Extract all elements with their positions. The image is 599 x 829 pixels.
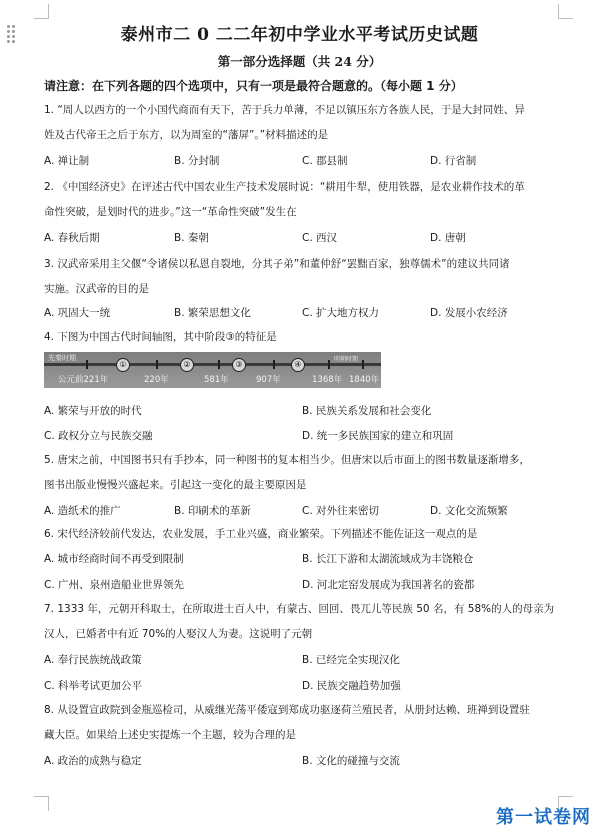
stem-line: 姓及古代帝王之后于东方，以为周室的“藩屏”。”材料描述的是 <box>44 129 329 141</box>
question-7-options-row1 <box>44 652 564 672</box>
option-c[interactable]: C. 西汉 <box>302 232 338 244</box>
timeline-year: 1840年 <box>349 375 380 385</box>
stem-line: 4. 下图为中国古代时间轴图，其中阶段③的特征是 <box>44 331 277 343</box>
stem-line: 藏大臣。如果给上述史实提炼一个主题，较为合理的是 <box>44 729 296 741</box>
option-d[interactable]: D. 行省制 <box>430 155 477 167</box>
option-d[interactable]: D. 民族交融趋势加强 <box>302 680 401 692</box>
crop-mark-bottom-left <box>34 796 49 811</box>
page-title: 泰州市二 0 二二年初中学业水平考试历史试题 <box>120 25 479 45</box>
timeline-year: 公元前221年 <box>58 375 109 385</box>
option-a[interactable]: A. 政治的成熟与稳定 <box>44 755 142 767</box>
stem-line: 汉人，已婚者中有近 70%的人娶汉人为妻。这说明了元朝 <box>44 628 313 640</box>
instructions: 请注意：在下列各题的四个选项中，只有一项是最符合题意的。（每小题 1 分） <box>44 79 463 93</box>
question-2-stem <box>44 175 564 225</box>
option-b[interactable]: B. 印刷术的革新 <box>174 505 251 517</box>
crop-mark-top-right <box>558 4 573 19</box>
timeline-axis <box>44 363 381 366</box>
option-c[interactable]: C. 政权分立与民族交融 <box>44 430 153 442</box>
option-d[interactable]: D. 文化交流频繁 <box>430 505 508 517</box>
option-a[interactable]: A. 巩固大一统 <box>44 307 111 319</box>
option-b[interactable]: B. 繁荣思想文化 <box>174 307 251 319</box>
question-7-options-row2 <box>44 678 564 698</box>
timeline-node-3: ③ <box>232 358 246 372</box>
option-c[interactable]: C. 科举考试更加公平 <box>44 680 143 692</box>
option-a[interactable]: A. 春秋后期 <box>44 232 100 244</box>
option-c[interactable]: C. 对外往来密切 <box>302 505 380 517</box>
timeline-tick <box>328 360 330 369</box>
crop-mark-top-left <box>34 4 49 19</box>
option-b[interactable]: B. 民族关系发展和社会变化 <box>302 405 432 417</box>
stem-line: 实施。汉武帝的目的是 <box>44 283 149 295</box>
timeline-start-label: 先秦时期 <box>48 354 76 362</box>
question-6-stem <box>44 522 564 547</box>
timeline-tick <box>362 360 364 369</box>
option-d[interactable]: D. 河北定窑发展成为我国著名的瓷都 <box>302 579 475 591</box>
timeline-figure <box>44 352 381 388</box>
stem-line: 1. “周人以西方的一个小国代商而有天下，苦于兵力单薄，不足以镇压东方各族人民，于是大封同姓、异 <box>44 104 525 116</box>
option-c[interactable]: C. 郡县制 <box>302 155 348 167</box>
question-5-options <box>44 503 564 523</box>
question-2-options <box>44 230 564 250</box>
option-a[interactable]: A. 城市经商时间不再受到限制 <box>44 553 184 565</box>
option-d[interactable]: D. 发展小农经济 <box>430 307 508 319</box>
question-6-options-row2 <box>44 577 564 597</box>
question-6-options-row1 <box>44 551 564 571</box>
timeline-year: 220年 <box>144 375 169 385</box>
timeline-tick <box>156 360 158 369</box>
option-b[interactable]: B. 文化的碰撞与交流 <box>302 755 400 767</box>
question-5-stem <box>44 448 564 498</box>
option-b[interactable]: B. 分封制 <box>174 155 220 167</box>
option-d[interactable]: D. 唐朝 <box>430 232 466 244</box>
option-b[interactable]: B. 长江下游和太湖流域成为丰饶粮仓 <box>302 553 474 565</box>
timeline-year: 1368年 <box>312 375 343 385</box>
stem-line: 命性突破，是划时代的进步。”这一“革命性突破”发生在 <box>44 206 297 218</box>
question-8-stem <box>44 698 564 748</box>
question-7-stem <box>44 597 564 647</box>
timeline-tick <box>86 360 88 369</box>
question-1-stem <box>44 98 564 148</box>
question-4-stem <box>44 325 564 350</box>
option-a[interactable]: A. 禅让制 <box>44 155 90 167</box>
timeline-tick <box>273 360 275 369</box>
timeline-node-4: ④ <box>291 358 305 372</box>
section-heading: 第一部分选择题（共 24 分） <box>217 54 382 69</box>
stem-line: 2. 《中国经济史》在评述古代中国农业生产技术发展时说：“耕用牛犁，使用铁器，是农业耕作技术的革 <box>44 181 525 193</box>
option-c[interactable]: C. 广州、泉州造船业世界领先 <box>44 579 185 591</box>
question-8-options <box>44 753 564 773</box>
question-3-stem <box>44 252 564 302</box>
stem-line: 图书出版业慢慢兴盛起来。引起这一变化的最主要原因是 <box>44 479 307 491</box>
option-b[interactable]: B. 已经完全实现汉化 <box>302 654 400 666</box>
question-4-options-row1 <box>44 403 564 423</box>
timeline-year: 581年 <box>204 375 229 385</box>
option-a[interactable]: A. 繁荣与开放的时代 <box>44 405 142 417</box>
timeline-era-label: 明朝时期 <box>334 356 359 363</box>
option-a[interactable]: A. 奉行民族统战政策 <box>44 654 142 666</box>
option-b[interactable]: B. 秦朝 <box>174 232 209 244</box>
option-c[interactable]: C. 扩大地方权力 <box>302 307 380 319</box>
option-a[interactable]: A. 造纸术的推广 <box>44 505 121 517</box>
watermark-logo: 第一试卷网 <box>496 807 591 828</box>
question-3-options <box>44 305 564 325</box>
stem-line: 7. 1333 年，元朝开科取士，在所取进士百人中，有蒙古、回回、畏兀儿等民族 50 名，有 58%的人的母亲为 <box>44 603 555 615</box>
stem-line: 3. 汉武帝采用主父偃“令诸侯以私恩自裂地，分其子弟”和董仲舒“罢黜百家，独尊儒术”的建议共同诸 <box>44 258 510 270</box>
question-4-options-row2 <box>44 428 564 448</box>
stem-line: 5. 唐宋之前，中国图书只有手抄本，同一种图书的复本相当少。但唐宋以后市面上的图书数量逐渐增多， <box>44 454 530 466</box>
option-d[interactable]: D. 统一多民族国家的建立和巩固 <box>302 430 454 442</box>
timeline-year: 907年 <box>256 375 281 385</box>
stem-line: 8. 从设置宣政院到金瓶巡检司，从威继光荡平倭寇到郑成功驱逐荷兰殖民者，从册封达赖、班禅到设置驻 <box>44 704 530 716</box>
timeline-node-2: ② <box>180 358 194 372</box>
timeline-node-1: ① <box>116 358 130 372</box>
question-1-options <box>44 153 564 173</box>
stem-line: 6. 宋代经济较前代发达，农业发展，手工业兴盛，商业繁荣。下列描述不能佐证这一观点的是 <box>44 528 478 540</box>
timeline-tick <box>218 360 220 369</box>
